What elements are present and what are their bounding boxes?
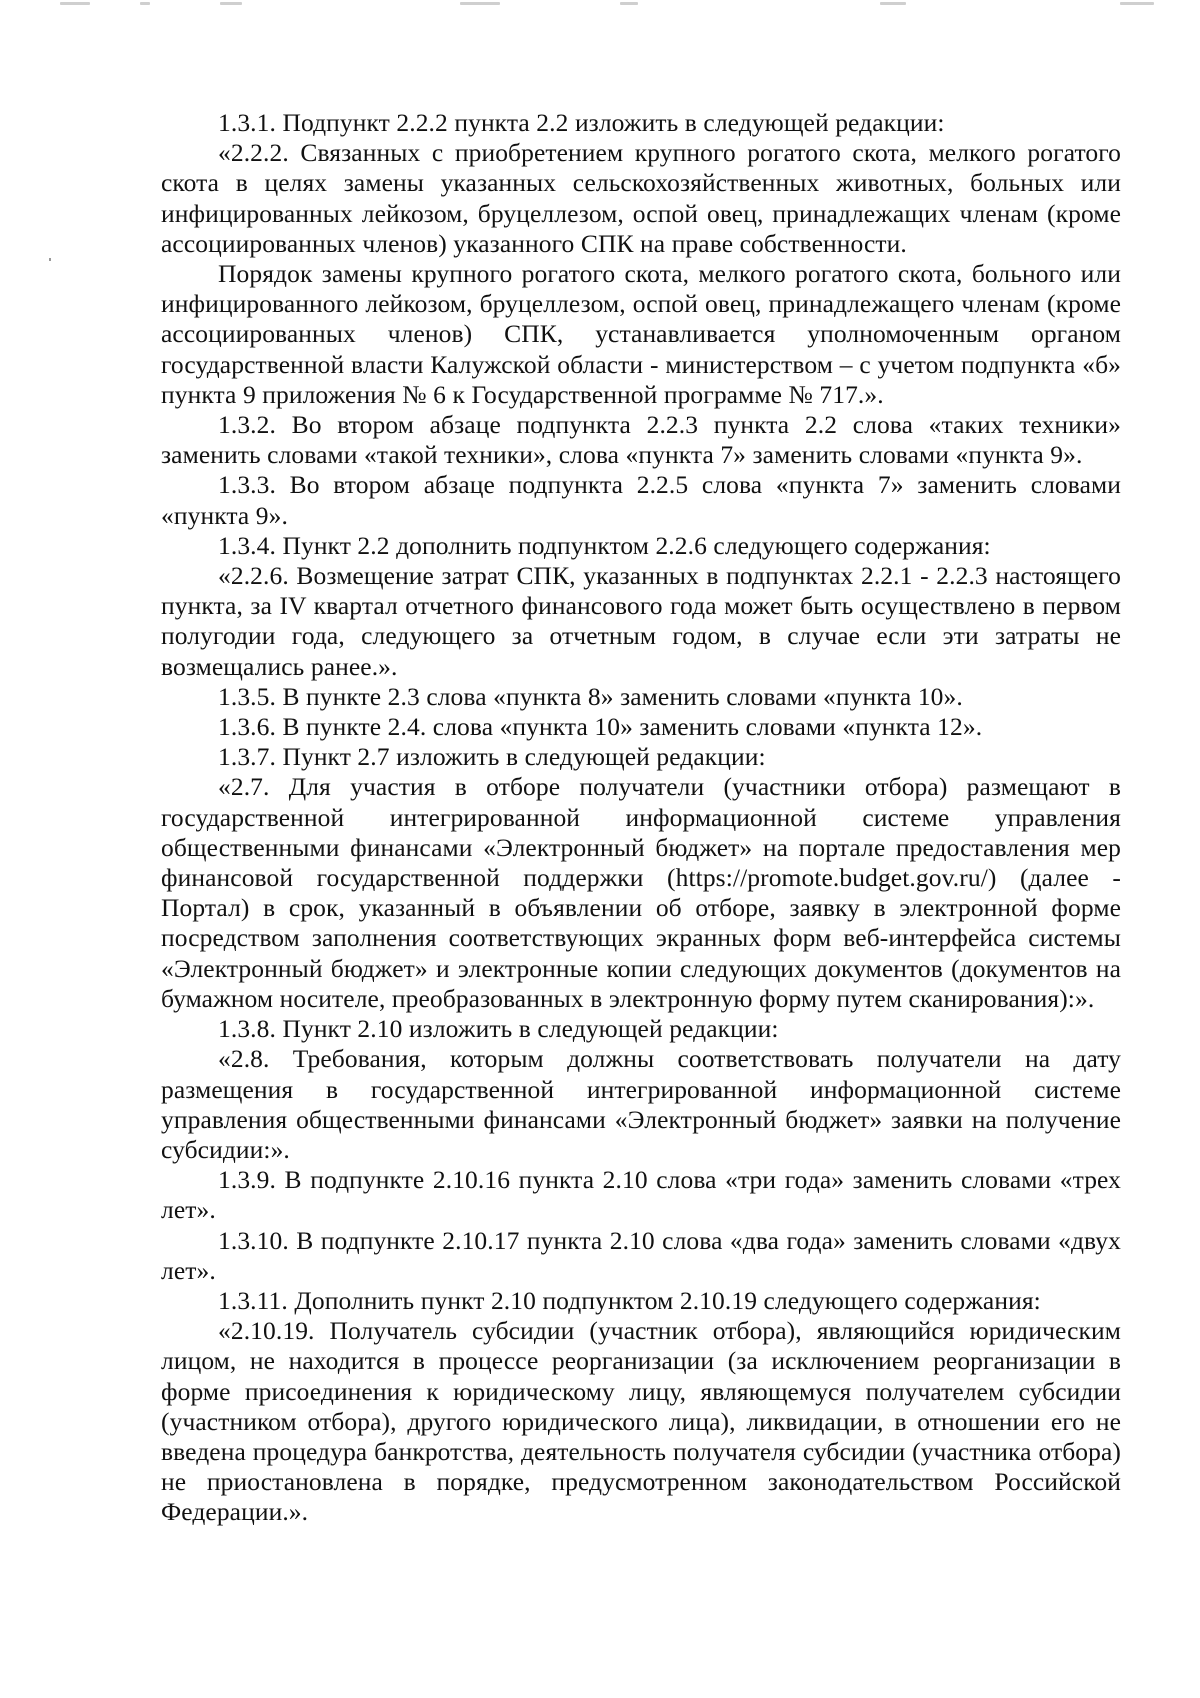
scan-artifact [460,2,500,5]
paragraph: 1.3.7. Пункт 2.7 изложить в следующей редакции: [218,742,766,772]
margin-mark [49,258,51,261]
scan-artifact [140,2,150,5]
paragraph: «2.8. Требования, которым должны соответствовать получатели на дату размещения в государственной интегрированной информационной системе управления общественными финансами «Электронный бюджет» заявки на получение субсидии:». [161,1044,1121,1164]
paragraph: «2.2.6. Возмещение затрат СПК, указанных в подпунктах 2.2.1 - 2.2.3 настоящего пункта, за IV квартал отчетного финансового года может быть осуществлено в первом полугодии года, следующего за отчетным годом, в случае если эти затраты не возмещались ранее.». [161,561,1121,681]
paragraph: 1.3.11. Дополнить пункт 2.10 подпунктом 2.10.19 следующего содержания: [218,1285,1041,1315]
scan-artifact [220,2,242,5]
scan-artifact [620,2,638,5]
paragraph: «2.2.2. Связанных с приобретением крупного рогатого скота, мелкого рогатого скота в целях замены указанных сельскохозяйственных животных, больных или инфицированных лейкозом, бруцеллезом, оспой овец, принадлежащих членам (кроме ассоциированных членов) указанного СПК на праве собственности. [161,138,1121,258]
paragraph: «2.7. Для участия в отборе получатели (участники отбора) размещают в государственной интегрированной информационной системе управления общественными финансами «Электронный бюджет» на портале предоставления мер финансовой государственной поддержки (https://promote.budget.gov.ru/) (далее - Портал) в срок, указанный в объявлении об отборе, заявку в электронной форме посредством заполнения соответствующих экранных форм веб-интерфейса системы «Электронный бюджет» и электронные копии следующих документов (документов на бумажном носителе, преобразованных в электронную форму путем сканирования):». [161,772,1121,1013]
paragraph: «2.10.19. Получатель субсидии (участник отбора), являющийся юридическим лицом, не находится в процессе реорганизации (за исключением реорганизации в форме присоединения к юридическому лицу, являющемуся получателем субсидии (участником отбора), другого юридического лица), ликвидации, в отношении его не введена процедура банкротства, деятельность получателя субсидии (участника отбора) не приостановлена в порядке, предусмотренном законодательством Российской Федерации.». [161,1316,1121,1527]
document-body [161,108,1121,1528]
paragraph: 1.3.10. В подпункте 2.10.17 пункта 2.10 слова «два года» заменить словами «двух лет». [161,1225,1121,1285]
paragraph: 1.3.3. Во втором абзаце подпункта 2.2.5 слова «пункта 7» заменить словами «пункта 9». [161,470,1121,530]
scan-artifact [880,2,906,5]
paragraph: 1.3.4. Пункт 2.2 дополнить подпунктом 2.2.6 следующего содержания: [218,530,991,560]
scan-artifact [1120,2,1154,5]
paragraph: 1.3.5. В пункте 2.3 слова «пункта 8» заменить словами «пункта 10». [218,681,963,711]
paragraph: Порядок замены крупного рогатого скота, мелкого рогатого скота, больного или инфицированного лейкозом, бруцеллезом, оспой овец, принадлежащего членам (кроме ассоциированных членов) СПК, устанавливается уполномоченным органом государственной власти Калужской области - министерством – с учетом подпункта «б» пункта 9 приложения № 6 к Государственной программе № 717.». [161,259,1121,409]
paragraph: 1.3.9. В подпункте 2.10.16 пункта 2.10 слова «три года» заменить словами «трех лет». [161,1165,1121,1225]
paragraph: 1.3.6. В пункте 2.4. слова «пункта 10» заменить словами «пункта 12». [218,712,983,742]
paragraph: 1.3.2. Во втором абзаце подпункта 2.2.3 пункта 2.2 слова «таких техники» заменить словами «такой техники», слова «пункта 7» заменить словами «пункта 9». [161,410,1121,470]
scan-artifact [60,2,90,5]
scan-edge-artifacts [0,0,1200,12]
paragraph: 1.3.1. Подпункт 2.2.2 пункта 2.2 изложить в следующей редакции: [218,108,945,137]
paragraph: 1.3.8. Пункт 2.10 изложить в следующей редакции: [218,1014,779,1044]
